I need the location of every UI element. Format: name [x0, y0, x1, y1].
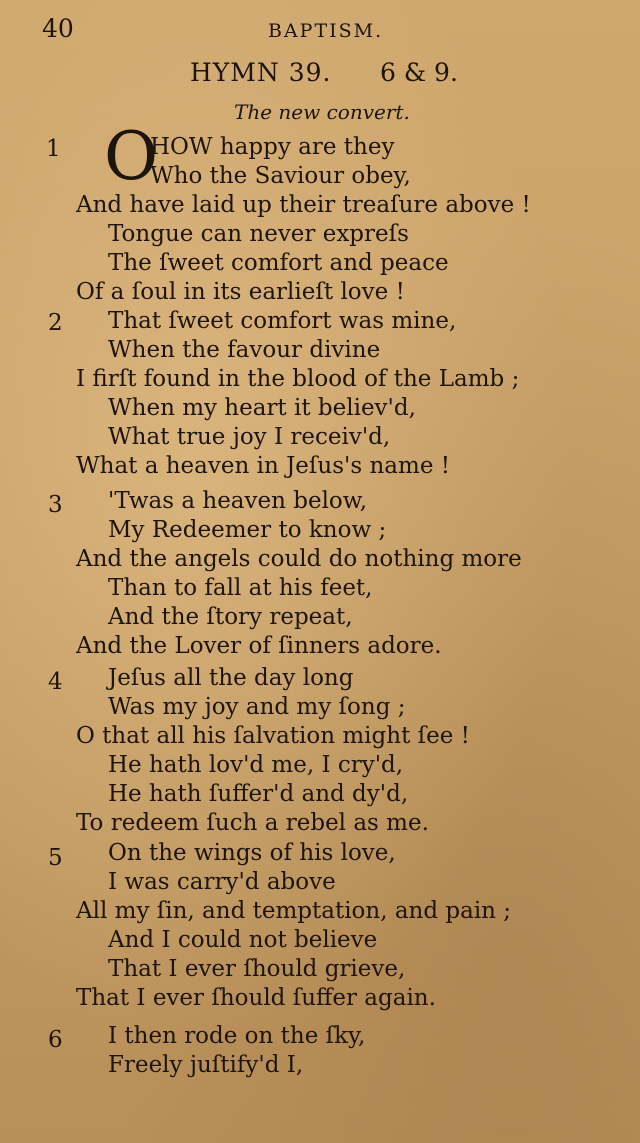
verse-line: And the angels could do nothing more: [76, 546, 522, 572]
verse-line: He hath lov'd me, I cry'd,: [108, 752, 404, 778]
verse-line: What a heaven in Jeſus's name !: [76, 453, 450, 479]
verse-line: On the wings of his love,: [108, 840, 396, 866]
page-number: 40: [42, 14, 74, 43]
verse-line: He hath ſuffer'd and dy'd,: [108, 781, 409, 807]
verse-line: And have laid up their treaſure above !: [76, 192, 531, 218]
stanza-number: 5: [48, 845, 63, 871]
stanza-number: 2: [48, 310, 63, 336]
verse-line: I was carry'd above: [108, 869, 336, 895]
verse-line: Of a ſoul in its earlieſt love !: [76, 279, 405, 305]
hymn-subtitle: The new convert.: [234, 100, 410, 124]
verse-line: When the favour divine: [108, 337, 381, 363]
verse-line: Jeſus all the day long: [108, 665, 354, 691]
hymn-meter: 6 & 9.: [380, 58, 458, 87]
verse-line: That I ever ſhould grieve,: [108, 956, 406, 982]
verse-line: I then rode on the ſky,: [108, 1023, 366, 1049]
verse-line: Than to fall at his feet,: [108, 575, 373, 601]
verse-line: Tongue can never expreſs: [108, 221, 409, 247]
verse-line: And the Lover of ſinners adore.: [76, 633, 442, 659]
verse-line: That ſweet comfort was mine,: [108, 308, 457, 334]
running-head: BAPTISM.: [268, 20, 384, 42]
verse-line: My Redeemer to know ;: [108, 517, 387, 543]
verse-line: And the ſtory repeat,: [108, 604, 353, 630]
verse-line: All my ſin, and temptation, and pain ;: [76, 898, 512, 924]
verse-line: And I could not believe: [108, 927, 378, 953]
verse-line: Who the Saviour obey,: [150, 163, 411, 189]
hymn-title: HYMN 39.: [190, 58, 332, 87]
verse-line: To redeem ſuch a rebel as me.: [76, 810, 429, 836]
verse-line: The ſweet comfort and peace: [108, 250, 449, 276]
stanza-number: 3: [48, 492, 63, 518]
verse-line: I firſt found in the blood of the Lamb ;: [76, 366, 520, 392]
verse-line: Was my joy and my ſong ;: [108, 694, 406, 720]
verse-line: O that all his ſalvation might ſee !: [76, 723, 470, 749]
verse-line: What true joy I receiv'd,: [108, 424, 391, 450]
drop-cap: O: [104, 118, 159, 195]
verse-line: Freely juſtify'd I,: [108, 1052, 304, 1078]
stanza-number: 1: [46, 136, 61, 162]
verse-line: That I ever ſhould ſuffer again.: [76, 985, 436, 1011]
stanza-number: 6: [48, 1027, 63, 1053]
verse-line: 'Twas a heaven below,: [108, 488, 368, 514]
verse-line: When my heart it believ'd,: [108, 395, 416, 421]
stanza-number: 4: [48, 669, 63, 695]
verse-line: HOW happy are they: [150, 134, 395, 160]
